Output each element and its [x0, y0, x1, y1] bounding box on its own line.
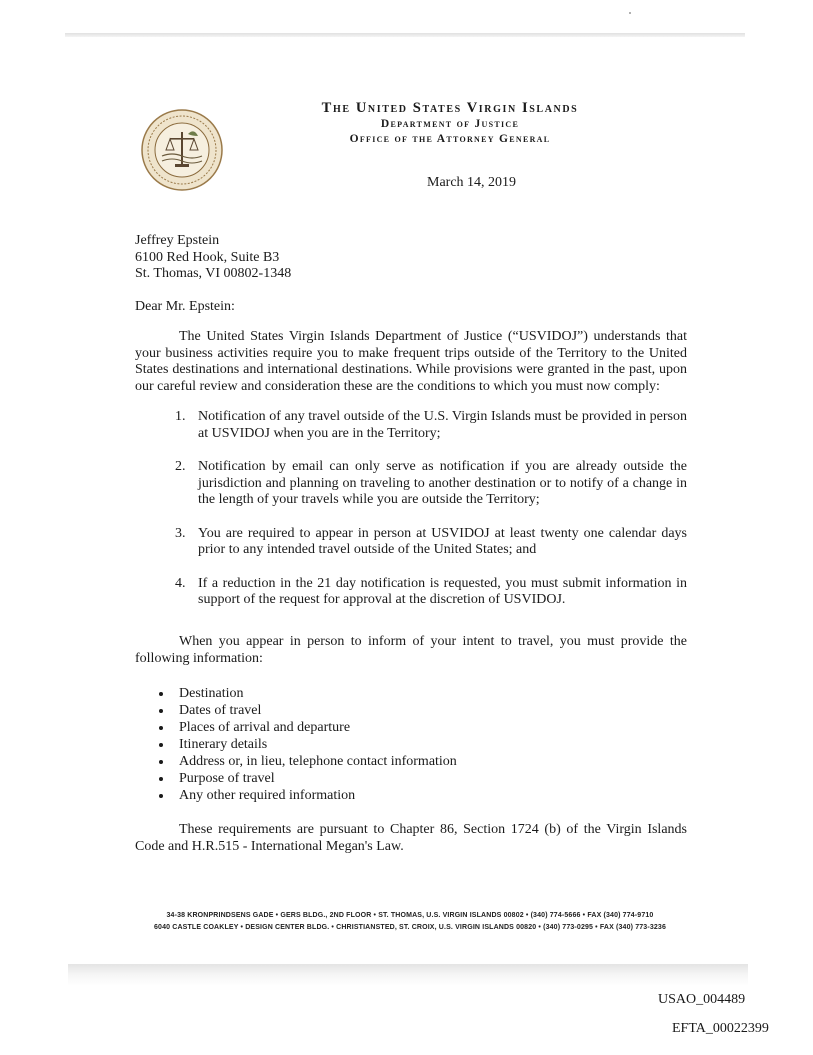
- condition-text: Notification by email can only serve as notification if you are already outside the jurisdiction and planning on traveling to another destination or to notify of a change in the length of your travels while you are outside the Territory;: [198, 459, 687, 507]
- condition-item: [175, 526, 687, 559]
- list-item: [159, 719, 457, 736]
- bullet-icon: [159, 709, 163, 713]
- list-item-text: Destination: [179, 686, 244, 701]
- list-item: [159, 736, 457, 753]
- list-item: [159, 702, 457, 719]
- letterhead-office: Office of the Attorney General: [349, 133, 551, 145]
- footer-st-croix: 6040 CASTLE COAKLEY • DESIGN CENTER BLDG. • CHRISTIANSTED, ST. CROIX, U.S. VIRGIN ISLANDS 00820 • (340) 773-0295 • FAX (340) 773-3236: [154, 924, 666, 931]
- legal-basis-paragraph: These requirements are pursuant to Chapter 86, Section 1724 (b) of the Virgin Islands Code and H.R.515 - International Megan's Law.: [135, 822, 687, 854]
- bates-number-usao: USAO_004489: [658, 992, 746, 1007]
- condition-number: 1.: [175, 409, 186, 424]
- list-item-text: Itinerary details: [179, 737, 268, 752]
- letterhead-territory: The United States Virgin Islands: [321, 100, 579, 116]
- condition-item: [175, 576, 687, 609]
- condition-text: If a reduction in the 21 day notification is requested, you must submit information in support of the request for approval at the discretion of USVIDOJ.: [198, 575, 687, 607]
- recipient-address: [135, 233, 291, 283]
- bullet-icon: [159, 743, 163, 747]
- condition-item: [175, 459, 687, 509]
- bullet-icon: [159, 794, 163, 798]
- recipient-street: 6100 Red Hook, Suite B3: [135, 249, 280, 265]
- conditions-list: [175, 409, 687, 626]
- bullet-icon: [159, 777, 163, 781]
- recipient-city: St. Thomas, VI 00802-1348: [135, 266, 292, 281]
- condition-text: Notification of any travel outside of the U.S. Virgin Islands must be provided in person at USVIDOJ when you are in the Territory;: [198, 409, 687, 441]
- intro-paragraph: The United States Virgin Islands Department of Justice (“USVIDOJ”) understands that your business activities require you to make frequent trips outside of the Territory to the United States destinations and international destinations. While provisions were granted in the past, upon our careful review and consideration these are the conditions to which you must now comply:: [135, 329, 687, 394]
- scan-edge-top: [65, 33, 745, 37]
- condition-number: 3.: [175, 525, 186, 541]
- list-item-text: Purpose of travel: [179, 771, 275, 786]
- list-item-text: Places of arrival and departure: [179, 720, 351, 735]
- list-item: [159, 770, 457, 787]
- footer-st-thomas: 34-38 KRONPRINDSENS GADE • GERS BLDG., 2ND FLOOR • ST. THOMAS, U.S. VIRGIN ISLANDS 00802 • (340) 774-5666 • FAX (340) 774-9710: [166, 912, 654, 919]
- required-info-list: [159, 685, 457, 804]
- salutation: Dear Mr. Epstein:: [135, 299, 235, 314]
- letterhead: [200, 100, 700, 147]
- list-item: [159, 685, 457, 702]
- list-item: [159, 787, 457, 804]
- bullet-icon: [159, 692, 163, 696]
- bates-number-efta: EFTA_00022399: [672, 1021, 769, 1036]
- list-item-text: Address or, in lieu, telephone contact information: [179, 754, 457, 769]
- condition-item: [175, 409, 687, 442]
- letterhead-department: Department of Justice: [380, 118, 520, 130]
- list-item-text: Any other required information: [179, 788, 356, 803]
- office-addresses-footer: [70, 910, 750, 934]
- condition-text: You are required to appear in person at USVIDOJ at least twenty one calendar days prior to any intended travel outside of the United States; and: [198, 525, 687, 557]
- condition-number: 4.: [175, 575, 186, 591]
- list-item: [159, 753, 457, 770]
- scan-edge-bottom: [68, 964, 748, 986]
- letter-date: March 14, 2019: [427, 175, 517, 190]
- info-paragraph: When you appear in person to inform of your intent to travel, you must provide the following information:: [135, 634, 687, 666]
- condition-number: 2.: [175, 459, 186, 474]
- list-item-text: Dates of travel: [179, 703, 262, 718]
- scan-artifact-dot: [629, 12, 631, 14]
- bullet-icon: [159, 726, 163, 730]
- recipient-name: Jeffrey Epstein: [135, 233, 220, 248]
- bullet-icon: [159, 760, 163, 764]
